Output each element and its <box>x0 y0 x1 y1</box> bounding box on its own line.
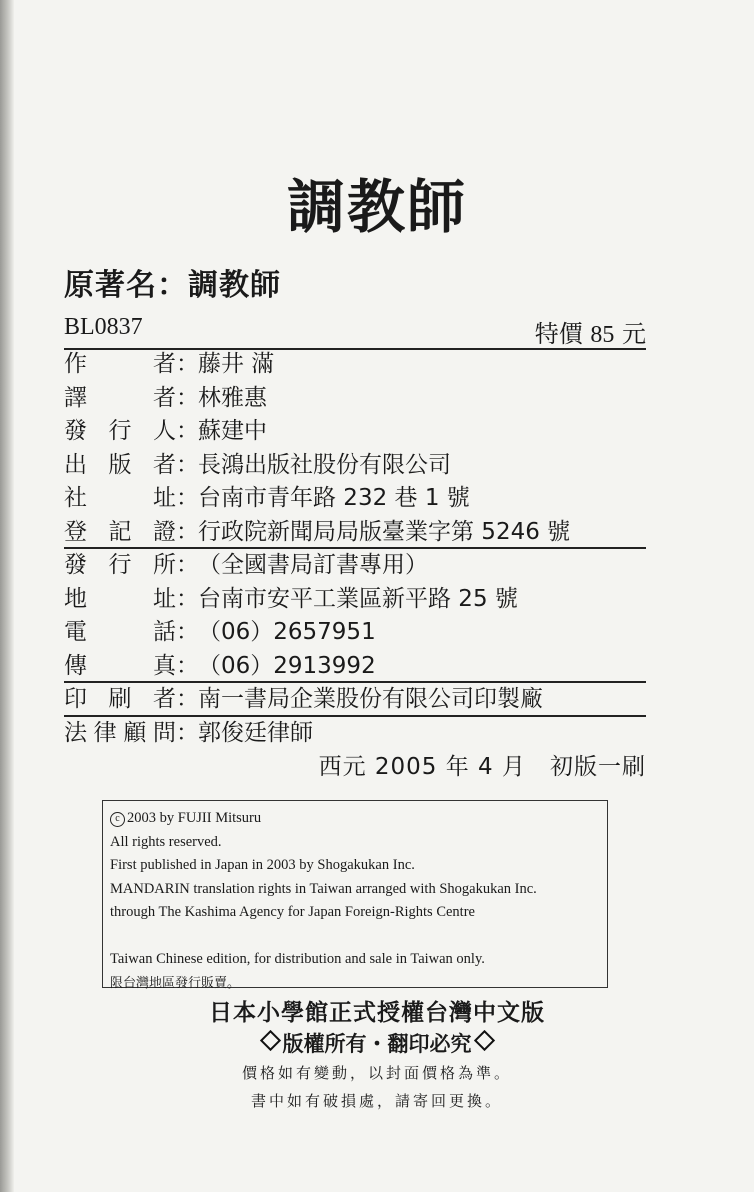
credit-value: 長鴻出版社股份有限公司 <box>198 451 451 478</box>
credit-label-char: 印 <box>64 686 87 712</box>
credit-label-char: 者 <box>153 351 176 377</box>
copyright-line <box>110 807 607 831</box>
credit-label <box>64 549 176 583</box>
credit-label-char: 真 <box>153 652 176 679</box>
credit-label <box>64 516 176 548</box>
credit-value: （全國書局訂書專用） <box>198 552 428 578</box>
credit-label-char: 問 <box>152 719 176 746</box>
credit-label-char: 傳 <box>64 652 87 679</box>
credit-label-char: 者 <box>153 384 176 411</box>
credit-label-char: 法 <box>64 719 87 746</box>
credit-label-char: 者 <box>153 451 176 478</box>
credit-label-char: 刷 <box>108 686 132 712</box>
diamond-icon <box>473 1030 494 1051</box>
rights-text: 版權所有・翻印必究 <box>282 1032 472 1056</box>
credit-colon: ： <box>176 619 199 645</box>
credit-value: 行政院新聞局局版臺業字第 5246 號 <box>198 518 571 545</box>
credit-colon: ： <box>176 451 199 478</box>
rights-reserved: All rights reserved. <box>110 833 222 850</box>
credit-label <box>64 415 176 449</box>
credit-colon: ： <box>176 518 199 545</box>
credit-colon: ： <box>176 418 199 444</box>
credit-label <box>64 482 176 516</box>
credit-colon: ： <box>176 552 199 578</box>
credit-value: 台南市安平工業區新平路 25 號 <box>198 585 518 612</box>
credit-label-char: 話 <box>153 619 176 645</box>
credit-row <box>64 549 646 583</box>
credit-colon: ： <box>176 719 199 746</box>
authorization-line: 日本小學館正式授權台灣中文版 <box>209 1000 545 1026</box>
credit-label-char: 作 <box>64 351 87 377</box>
price-change-note: 價格如有變動，以封面價格為準。 <box>241 1064 512 1082</box>
credit-row <box>64 583 646 617</box>
code-price-row <box>64 314 646 350</box>
credit-row <box>64 449 646 483</box>
credit-label <box>64 683 176 715</box>
credit-value: 藤井 滿 <box>198 351 275 377</box>
credit-label-char: 址 <box>153 485 176 511</box>
credit-label <box>64 382 176 416</box>
credit-label-char: 版 <box>108 451 132 478</box>
credit-label <box>64 650 176 682</box>
credit-label-char: 所 <box>153 552 176 578</box>
credit-label-char: 發 <box>64 552 87 578</box>
credit-label-char: 電 <box>64 619 87 645</box>
credit-value: 林雅惠 <box>198 384 267 411</box>
spacer <box>110 925 607 949</box>
edition-date: 西元 2005 年 4 月 初版一刷 <box>318 754 646 780</box>
credit-label-char: 行 <box>108 418 132 444</box>
credit-colon: ： <box>176 384 199 411</box>
credit-colon: ： <box>176 686 199 712</box>
credit-row <box>64 717 646 751</box>
price-amount: 85 <box>590 322 615 348</box>
rights-line <box>0 1028 754 1058</box>
copyright-holder: 2003 by FUJII Mitsuru <box>127 810 262 826</box>
credit-label <box>64 583 176 617</box>
original-title: 原著名：調教師 <box>64 268 281 303</box>
credits-table <box>64 348 646 750</box>
credit-label-char: 社 <box>64 485 87 511</box>
credit-label-char: 地 <box>64 585 87 612</box>
diamond-icon <box>259 1030 280 1051</box>
credit-value: 蘇建中 <box>198 418 267 444</box>
credit-row <box>64 516 646 550</box>
damage-return-note: 書中如有破損處，請寄回更換。 <box>250 1092 503 1110</box>
copyright-symbol-icon: c <box>110 812 125 827</box>
price-unit: 元 <box>622 320 646 348</box>
credit-label-char: 址 <box>153 585 176 612</box>
credit-label-char: 行 <box>108 552 132 578</box>
credit-label-char: 顧 <box>123 719 147 746</box>
price-label: 特價 <box>534 320 583 348</box>
credit-label-char: 律 <box>93 719 117 746</box>
credit-label-char: 譯 <box>64 384 87 411</box>
agency: through The Kashima Agency for Japan Foreign-Rights Centre <box>110 904 475 920</box>
credit-row <box>64 415 646 449</box>
credit-label-char: 者 <box>153 686 176 712</box>
credit-label-char: 人 <box>153 418 176 444</box>
credit-row <box>64 650 646 684</box>
credit-value: 郭俊廷律師 <box>198 719 313 746</box>
first-published: First published in Japan in 2003 by Shogakukan Inc. <box>110 857 415 873</box>
credit-value: （06）2657951 <box>198 619 376 645</box>
credit-label <box>64 616 176 650</box>
credit-value: （06）2913992 <box>198 652 376 679</box>
book-title: 調教師 <box>286 173 467 241</box>
credit-label-char: 發 <box>64 418 87 444</box>
credit-label <box>64 449 176 483</box>
credit-row <box>64 683 646 717</box>
credit-row <box>64 616 646 650</box>
credit-label-char: 記 <box>108 518 132 545</box>
price <box>535 314 646 349</box>
distribution-note: Taiwan Chinese edition, for distribution and sale in Taiwan only. <box>110 951 485 967</box>
translation-rights: MANDARIN translation rights in Taiwan arranged with Shogakukan Inc. <box>110 880 537 897</box>
credit-colon: ： <box>176 351 199 377</box>
credit-row <box>64 482 646 516</box>
credit-value: 台南市青年路 232 巷 1 號 <box>198 485 470 511</box>
credit-label <box>64 717 176 751</box>
credit-colon: ： <box>176 652 199 679</box>
credit-label-char: 出 <box>64 451 87 478</box>
credit-value: 南一書局企業股份有限公司印製廠 <box>198 686 543 712</box>
credit-row <box>64 382 646 416</box>
credit-colon: ： <box>176 585 199 612</box>
credit-colon: ： <box>176 485 199 511</box>
credit-label <box>64 348 176 382</box>
copyright-box <box>102 800 608 991</box>
book-code: BL0837 <box>64 314 143 340</box>
distribution-note-chinese: 限台灣地區發行販賣。 <box>110 975 241 991</box>
credit-row <box>64 348 646 382</box>
credit-label-char: 證 <box>153 518 176 545</box>
credit-label-char: 登 <box>64 518 87 545</box>
